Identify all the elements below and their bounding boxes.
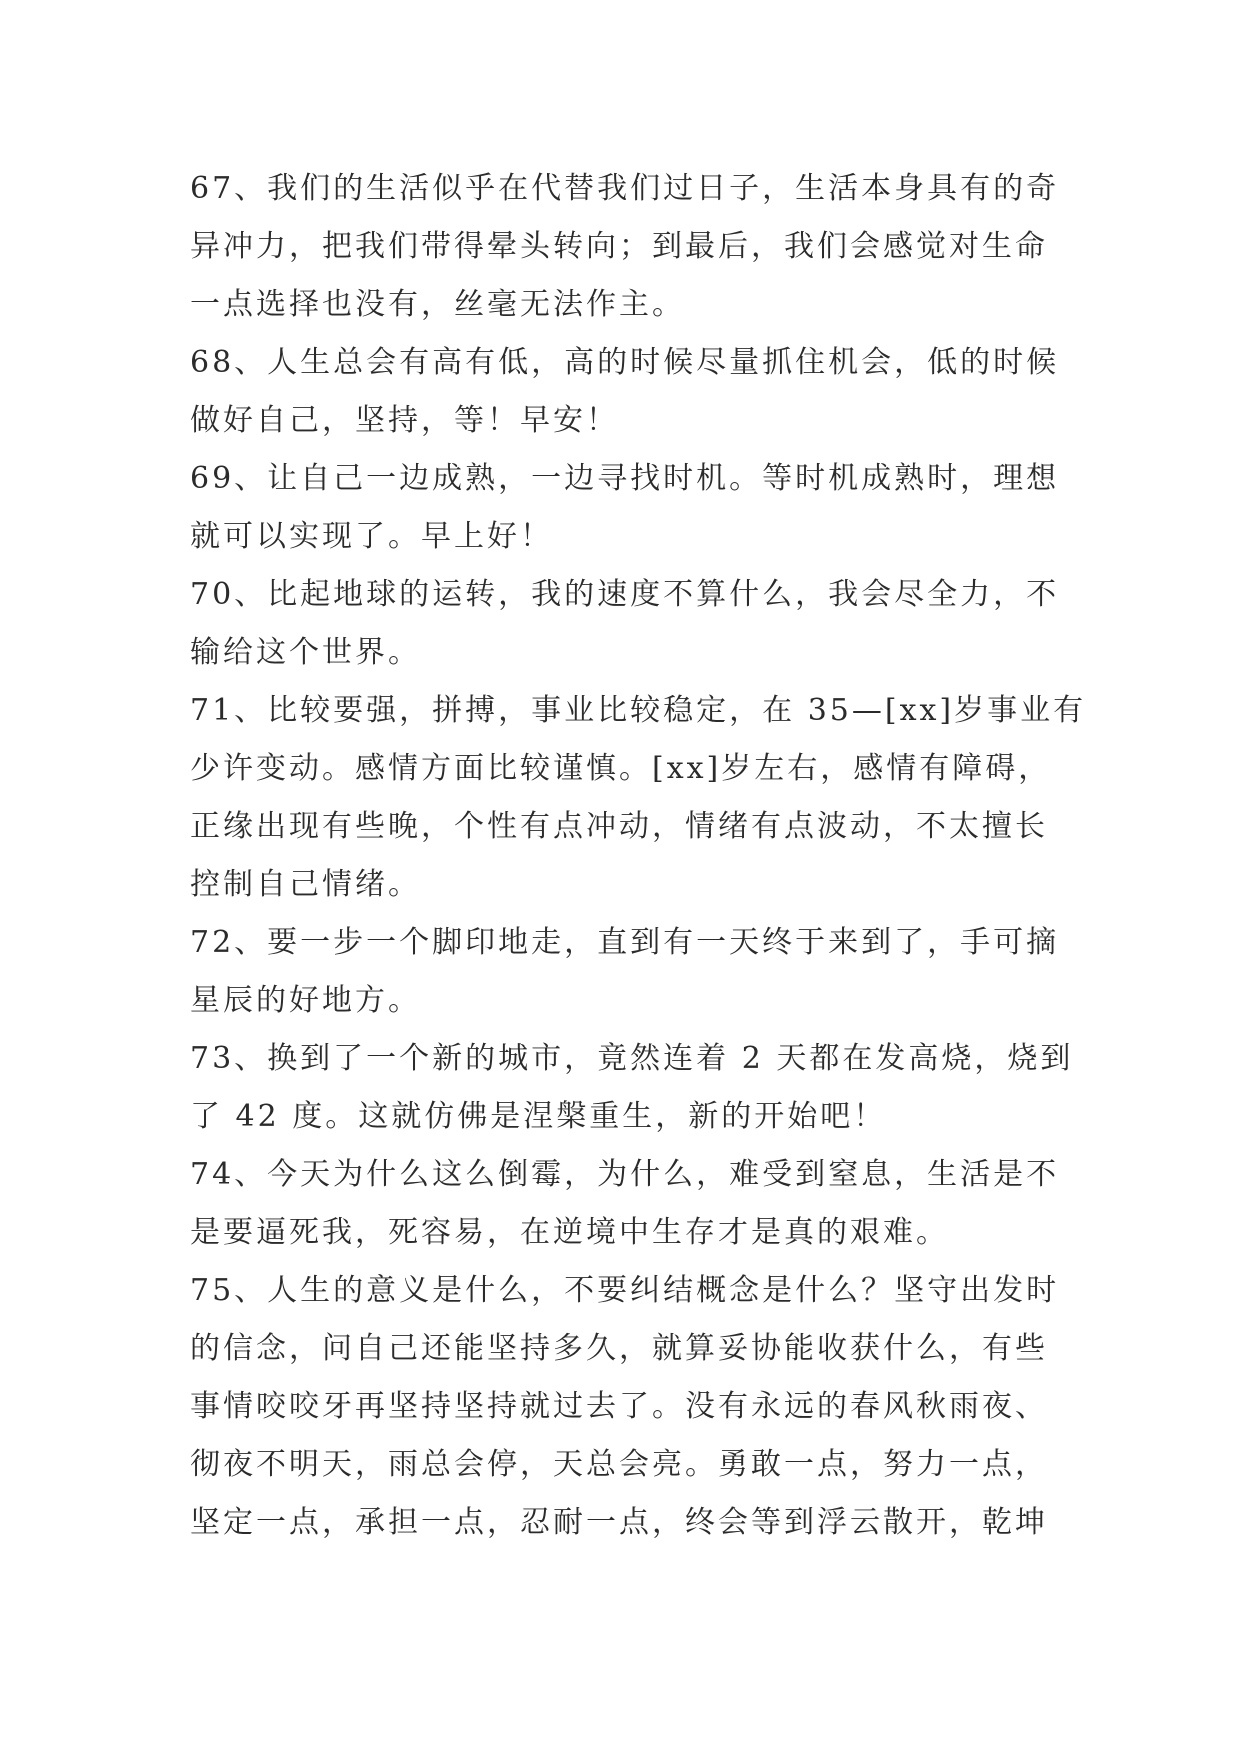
text-line: 69、让自己一边成熟，一边寻找时机。等时机成熟时，理想 (190, 461, 1060, 496)
text-line: 控制自己情绪。 (190, 867, 421, 902)
text-line: 71、比较要强，拼搏，事业比较稳定，在 35—[xx]岁事业有 (190, 693, 1087, 728)
text-line: 做好自己，坚持，等！早安！ (190, 403, 619, 438)
text-line: 异冲力，把我们带得晕头转向；到最后，我们会感觉对生命 (190, 229, 1048, 264)
text-line: 72、要一步一个脚印地走，直到有一天终于来到了，手可摘 (190, 925, 1060, 960)
text-line: 坚定一点，承担一点，忍耐一点，终会等到浮云散开，乾坤 (190, 1505, 1048, 1540)
text-line: 的信念，问自己还能坚持多久，就算妥协能收获什么，有些 (190, 1331, 1048, 1366)
text-line: 星辰的好地方。 (190, 983, 421, 1018)
text-line: 少许变动。感情方面比较谨慎。[xx]岁左右，感情有障碍， (190, 751, 1052, 786)
document-body (190, 160, 1087, 1552)
text-line: 74、今天为什么这么倒霉，为什么，难受到窒息，生活是不 (190, 1157, 1060, 1192)
text-line: 了 42 度。这就仿佛是涅槃重生，新的开始吧！ (190, 1099, 887, 1134)
text-line: 67、我们的生活似乎在代替我们过日子，生活本身具有的奇 (190, 171, 1060, 206)
text-line: 彻夜不明天，雨总会停，天总会亮。勇敢一点，努力一点， (190, 1447, 1048, 1482)
text-line: 输给这个世界。 (190, 635, 421, 670)
text-line: 正缘出现有些晚，个性有点冲动，情绪有点波动，不太擅长 (190, 809, 1048, 844)
text-line: 一点选择也没有，丝毫无法作主。 (190, 287, 685, 322)
text-line: 就可以实现了。早上好！ (190, 519, 553, 554)
text-line: 68、人生总会有高有低，高的时候尽量抓住机会，低的时候 (190, 345, 1060, 380)
text-line: 75、人生的意义是什么，不要纠结概念是什么？坚守出发时 (190, 1273, 1060, 1308)
text-line: 是要逼死我，死容易，在逆境中生存才是真的艰难。 (190, 1215, 949, 1250)
text-line: 事情咬咬牙再坚持坚持就过去了。没有永远的春风秋雨夜、 (190, 1389, 1048, 1424)
text-line: 70、比起地球的运转，我的速度不算什么，我会尽全力，不 (190, 577, 1060, 612)
text-line: 73、换到了一个新的城市，竟然连着 2 天都在发高烧，烧到 (190, 1041, 1074, 1076)
